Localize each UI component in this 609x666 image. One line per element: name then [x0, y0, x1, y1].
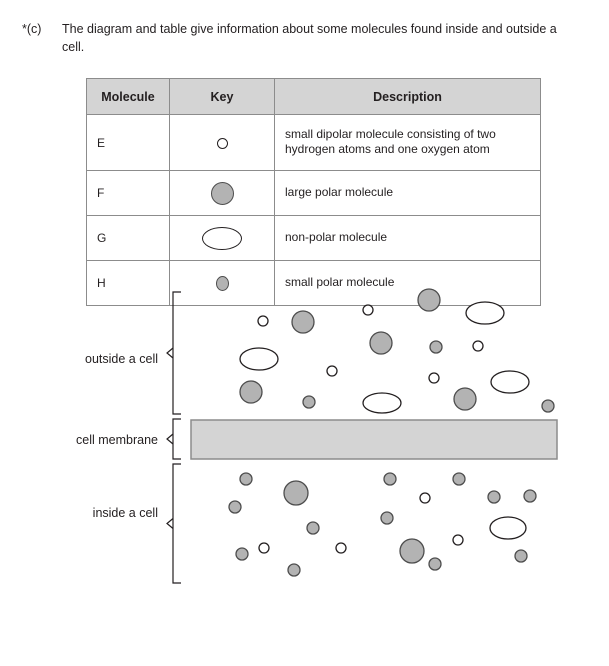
molecule-G — [240, 348, 278, 370]
header-key: Key — [170, 79, 275, 115]
cell-description: large polar molecule — [275, 171, 541, 216]
cell-membrane-band — [191, 420, 557, 459]
membrane-bracket — [173, 419, 181, 459]
molecule-H — [303, 396, 315, 408]
molecule-F — [292, 311, 314, 333]
inside-cell-molecules — [229, 473, 536, 576]
molecule-G — [490, 517, 526, 539]
label-inside-a-cell: inside a cell — [92, 506, 158, 520]
outside-bracket — [173, 292, 181, 414]
header-description: Description — [275, 79, 541, 115]
molecule-E — [259, 543, 269, 553]
table-header-row — [87, 79, 541, 115]
inside-bracket-notch — [167, 519, 173, 529]
outside-bracket-notch — [167, 348, 173, 358]
cell-description: small dipolar molecule consisting of two hydrogen atoms and one oxygen atom — [275, 115, 541, 171]
label-outside-a-cell: outside a cell — [85, 352, 158, 366]
molecule-F — [400, 539, 424, 563]
cell-molecule: E — [87, 115, 170, 171]
molecule-H — [524, 490, 536, 502]
table-row — [87, 261, 541, 306]
molecule-H — [307, 522, 319, 534]
outside-cell-molecules — [240, 289, 554, 413]
molecule-E — [327, 366, 337, 376]
molecule-H — [453, 473, 465, 485]
molecule-E — [429, 373, 439, 383]
molecule-H — [240, 473, 252, 485]
molecule-E — [473, 341, 483, 351]
molecule-F — [454, 388, 476, 410]
molecule-G — [363, 393, 401, 413]
molecule-G — [491, 371, 529, 393]
cell-key — [170, 216, 275, 261]
molecule-E — [453, 535, 463, 545]
molecule-F — [240, 381, 262, 403]
molecule-E — [363, 305, 373, 315]
table-row — [87, 115, 541, 171]
small-open-circle-icon — [217, 138, 228, 149]
large-grey-circle-icon — [211, 182, 234, 205]
molecule-H — [288, 564, 300, 576]
molecule-H — [384, 473, 396, 485]
small-grey-circle-icon — [216, 276, 229, 291]
cell-description: small polar molecule — [275, 261, 541, 306]
question-text: The diagram and table give information about some molecules found inside and outside a cell. — [62, 22, 557, 54]
molecule-H — [488, 491, 500, 503]
region-brackets — [167, 292, 181, 583]
open-ellipse-icon — [202, 227, 242, 250]
molecule-E — [420, 493, 430, 503]
membrane-bracket-notch — [167, 434, 173, 444]
molecule-H — [381, 512, 393, 524]
cell-key — [170, 261, 275, 306]
table-row — [87, 171, 541, 216]
cell-molecule: G — [87, 216, 170, 261]
molecule-F — [284, 481, 308, 505]
cell-molecule: F — [87, 171, 170, 216]
inside-bracket — [173, 464, 181, 583]
molecule-H — [229, 501, 241, 513]
question-stem — [22, 20, 582, 56]
molecule-E — [258, 316, 268, 326]
cell-molecule: H — [87, 261, 170, 306]
cell-key — [170, 115, 275, 171]
question-number: *(c) — [22, 22, 42, 36]
cell-key — [170, 171, 275, 216]
molecule-H — [236, 548, 248, 560]
molecule-F — [370, 332, 392, 354]
molecule-H — [542, 400, 554, 412]
table-row — [87, 216, 541, 261]
header-molecule: Molecule — [87, 79, 170, 115]
cell-description: non-polar molecule — [275, 216, 541, 261]
molecule-E — [336, 543, 346, 553]
label-cell-membrane: cell membrane — [76, 433, 158, 447]
molecule-key-table — [86, 78, 541, 306]
molecule-H — [429, 558, 441, 570]
molecule-H — [515, 550, 527, 562]
molecule-H — [430, 341, 442, 353]
membrane-rect — [191, 420, 557, 459]
